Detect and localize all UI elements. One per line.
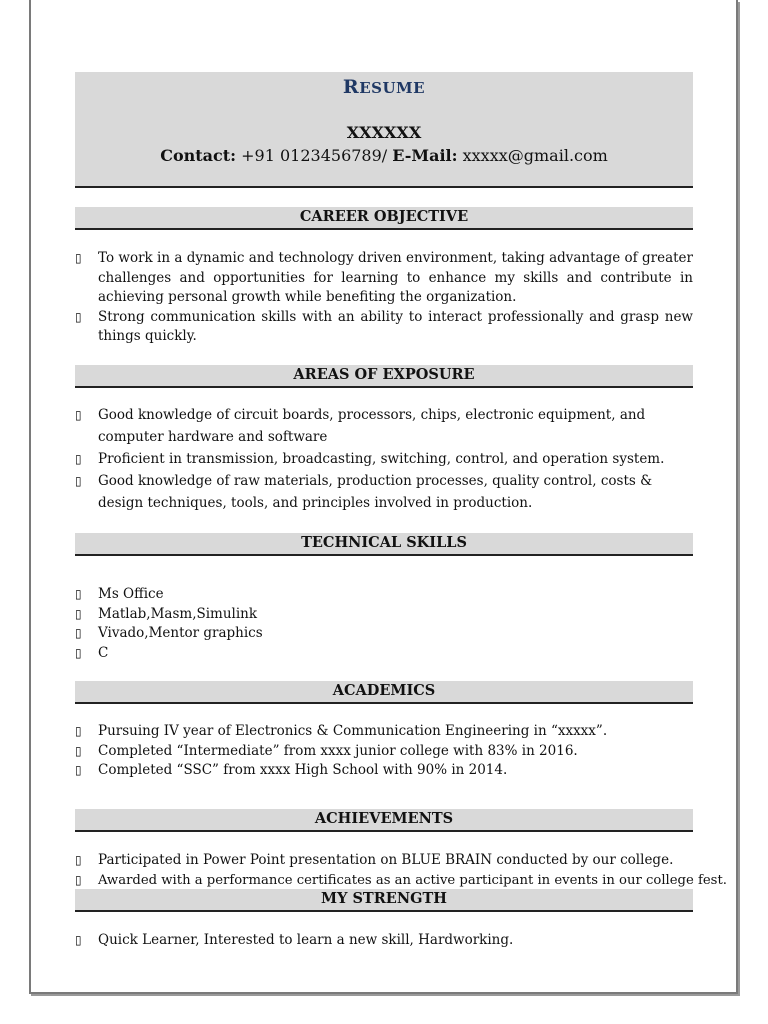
list-item-text: Ms Office: [98, 586, 164, 602]
list-item: [75, 470, 675, 514]
square-bullet-icon: ▯: [75, 933, 82, 947]
list-item: [75, 644, 693, 664]
list-item-text: Good knowledge of circuit boards, processors, chips, electronic equipment, and computer hardware and software: [98, 407, 646, 445]
technical-skills-list: [75, 585, 693, 663]
contact-value: +91 0123456789/: [236, 146, 393, 165]
list-item-text: Awarded with a performance certificates as an active participant in events in our college fest.: [98, 872, 727, 888]
academics-list: [75, 722, 693, 781]
list-item-text: Strong communication skills with an ability to interact professionally and grasp new things quickly.: [98, 308, 693, 344]
resume-header: [75, 72, 693, 188]
candidate-name: XXXXXX: [346, 123, 422, 142]
list-item: [75, 308, 693, 347]
list-item-text: Pursuing IV year of Electronics & Communication Engineering in “xxxxx”.: [98, 723, 608, 739]
contact-label: Contact:: [160, 146, 237, 165]
list-item: [75, 605, 693, 625]
list-item-text: Quick Learner, Interested to learn a new skill, Hardworking.: [98, 932, 514, 948]
list-item: [75, 851, 693, 871]
square-bullet-icon: ▯: [75, 408, 82, 422]
list-item-text: Proficient in transmission, broadcasting, switching, control, and operation system.: [98, 451, 665, 467]
list-item: [75, 931, 693, 951]
list-item-text: To work in a dynamic and technology driven environment, taking advantage of greater challenges and opportunities for learning to enhance my skills and contribute in achieving personal growth while benefiting the organization.: [98, 250, 693, 305]
square-bullet-icon: ▯: [75, 724, 82, 738]
section-heading-career-objective: CAREER OBJECTIVE: [75, 207, 693, 230]
square-bullet-icon: ▯: [75, 587, 82, 601]
square-bullet-icon: ▯: [75, 645, 82, 660]
email-label: E-Mail:: [392, 146, 458, 165]
list-item: [75, 585, 693, 605]
section-heading-achievements: ACHIEVEMENTS: [75, 809, 693, 832]
square-bullet-icon: ▯: [75, 743, 82, 758]
square-bullet-icon: ▯: [75, 251, 82, 265]
list-item: [75, 761, 693, 781]
list-item: [75, 722, 693, 742]
achievements-list: [75, 851, 727, 890]
contact-line: [75, 146, 693, 165]
career-objective-list: [75, 249, 693, 347]
square-bullet-icon: ▯: [75, 853, 82, 867]
list-item: [75, 448, 675, 470]
list-item-text: Good knowledge of raw materials, production processes, quality control, costs & design techniques, tools, and principles involved in production.: [98, 473, 653, 511]
my-strength-list: [75, 931, 693, 951]
square-bullet-icon: ▯: [75, 474, 82, 488]
email-value: xxxxx@gmail.com: [457, 146, 608, 165]
list-item-text: Vivado,Mentor graphics: [98, 625, 263, 641]
section-heading-my-strength: MY STRENGTH: [75, 889, 693, 912]
list-item-text: C: [98, 644, 109, 661]
square-bullet-icon: ▯: [75, 452, 82, 466]
list-item: [75, 742, 693, 762]
section-heading-academics: ACADEMICS: [75, 681, 693, 704]
list-item: [75, 871, 727, 891]
list-item: [75, 249, 693, 308]
list-item-text: Completed “SSC” from xxxx High School with 90% in 2014.: [98, 762, 508, 778]
square-bullet-icon: ▯: [75, 606, 82, 621]
square-bullet-icon: ▯: [75, 309, 82, 324]
square-bullet-icon: ▯: [75, 872, 82, 887]
square-bullet-icon: ▯: [75, 763, 82, 777]
page-title: [75, 76, 693, 98]
title-initial: R: [342, 76, 360, 98]
list-item-text: Matlab,Masm,Simulink: [98, 605, 258, 622]
list-item: [75, 404, 675, 448]
list-item-text: Completed “Intermediate” from xxxx junior college with 83% in 2016.: [98, 742, 578, 759]
list-item: [75, 624, 693, 644]
section-heading-technical-skills: TECHNICAL SKILLS: [75, 533, 693, 556]
areas-of-exposure-list: [75, 404, 675, 514]
list-item-text: Participated in Power Point presentation on BLUE BRAIN conducted by our college.: [98, 852, 674, 868]
title-rest: ESUME: [359, 79, 426, 97]
section-heading-areas-of-exposure: AREAS OF EXPOSURE: [75, 365, 693, 388]
square-bullet-icon: ▯: [75, 626, 82, 640]
